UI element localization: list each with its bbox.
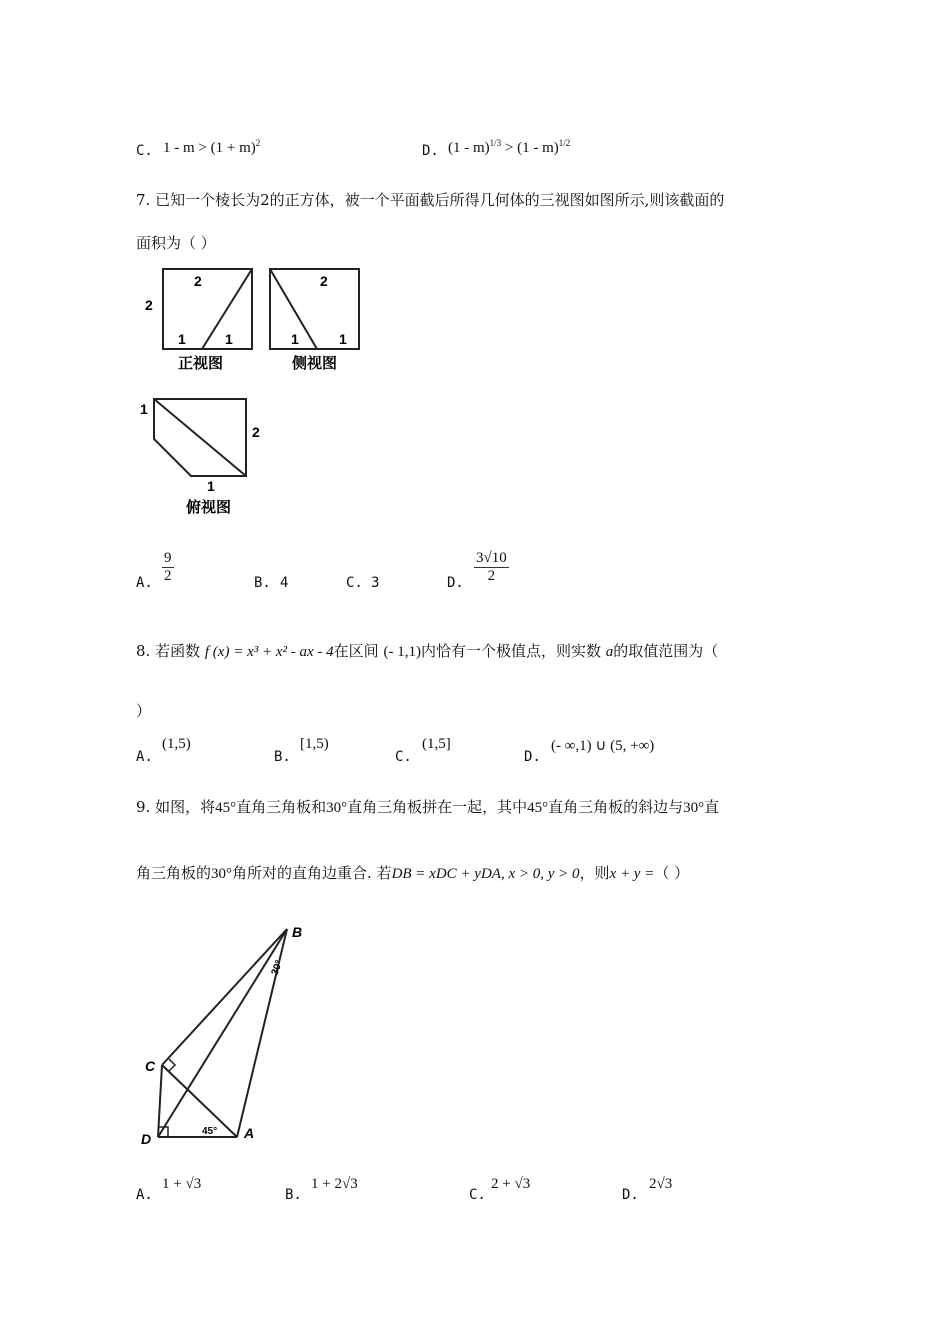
q7-option-d-label: D. (447, 575, 464, 591)
q9-stem-line1 (136, 796, 719, 817)
q9-option-c-value: 2 + √3 (491, 1176, 531, 1192)
q9-l2-d: （ ） (654, 864, 690, 882)
q8-mid-text: 在区间 (333, 642, 379, 660)
front-view-bottom-left-label: 1 (178, 331, 186, 347)
q9-option-b-label: B. (285, 1187, 302, 1203)
q9-option-d-label: D. (622, 1187, 639, 1203)
q8-variable: a (605, 644, 614, 660)
q7-option-a-fraction: $\frac{9}{2}$ (164, 550, 172, 584)
q9-l1-d: 直角三角板的斜边与 (548, 798, 684, 816)
q9-deg45-2: 45° (527, 800, 549, 816)
q9-deg30-2: 30° (683, 800, 705, 816)
side-view-top-label: 2 (320, 273, 328, 289)
q9-l2-a: 角三角板的 (136, 864, 212, 882)
q7-stem-line2: 面积为（ ） (136, 234, 216, 252)
label-D: D (141, 1131, 152, 1147)
q8-suffix2: 的取值范围为（ (613, 642, 719, 660)
q8-option-b-value: [1,5) (300, 736, 329, 752)
label-C: C (145, 1058, 156, 1074)
q8-prefix: 8. 若函数 (136, 642, 201, 660)
q9-option-a-label: A. (136, 1187, 153, 1203)
q8-option-c-label: C. (395, 749, 412, 765)
q9-deg45: 45° (215, 800, 237, 816)
angle-30-label: 30° (269, 958, 286, 977)
q9-stem-line2 (136, 862, 689, 883)
q9-l1-c: 直角三角板拼在一起，其中 (347, 798, 528, 816)
q8-function: f (x) = x³ + x² - ax - 4 (204, 644, 334, 660)
top-view-right-label: 2 (252, 424, 260, 440)
q8-option-a-label: A. (136, 749, 153, 765)
q8-stem-line2: ） (136, 702, 152, 720)
q9-option-a-value: 1 + √3 (162, 1176, 202, 1192)
q7-option-b-label: B. (254, 575, 271, 591)
q7-option-d-fraction: $\frac{3√10}{2}$ (476, 550, 507, 584)
q8-stem-line1 (136, 640, 718, 661)
q8-option-b-label: B. (274, 749, 291, 765)
angle-45-label: 45° (202, 1126, 218, 1137)
q7-stem-line1: 7. 已知一个棱长为2的正方体，被一个平面截后所得几何体的三视图如图所示,则该截面的 (136, 191, 725, 209)
q9-l2-b: 角所对的直角边重合. 若 (232, 864, 392, 882)
q6-option-c-math: $1 - m > (1 + m)^2$ (163, 138, 261, 156)
q9-l2-c: ，则 (579, 864, 610, 882)
front-view-bottom-right-label: 1 (225, 331, 233, 347)
q9-option-d-value: 2√3 (649, 1176, 673, 1192)
q8-option-d-value: (- ∞,1) ∪ (5, +∞) (551, 738, 655, 754)
q9-vector-equation: DB = xDC + yDA, x > 0, y > 0 (391, 866, 580, 882)
q8-suffix: 内恰有一个极值点，则实数 (420, 642, 601, 660)
top-view (154, 399, 246, 476)
q9-l1-e: 直 (704, 798, 720, 816)
top-view-caption: 俯视图 (186, 499, 232, 516)
top-view-bottom-label: 1 (207, 478, 215, 494)
side-view-caption: 侧视图 (292, 355, 338, 372)
q9-l1-a: 9. 如图，将 (136, 798, 216, 816)
top-view-left-label: 1 (140, 401, 148, 417)
front-view-top-label: 2 (194, 273, 202, 289)
front-view (163, 269, 252, 349)
q9-deg30: 30° (326, 800, 348, 816)
q7-option-b-value: 4 (280, 575, 289, 591)
q9-l1-b: 直角三角板和 (236, 798, 327, 816)
q8-option-a-value: (1,5) (162, 736, 191, 752)
q6-option-c-label: C. (136, 143, 153, 159)
q9-sum-expression: x + y = (609, 866, 655, 882)
q8-interval: (- 1,1) (383, 644, 421, 660)
q8-option-d-label: D. (524, 749, 541, 765)
front-view-left-label: 2 (145, 297, 153, 313)
front-view-caption: 正视图 (178, 355, 224, 372)
q7-option-c-value: 3 (371, 575, 380, 591)
q7-option-a-label: A. (136, 575, 153, 591)
label-A: A (244, 1125, 255, 1141)
side-view-bottom-right-label: 1 (339, 331, 347, 347)
q9-option-c-label: C. (469, 1187, 486, 1203)
q9-option-b-value: 1 + 2√3 (311, 1176, 358, 1192)
q6-option-d-math: (1 - m)$^{1/3}$ > (1 - m)$^{1/2}$ (448, 138, 571, 156)
side-view-bottom-left-label: 1 (291, 331, 299, 347)
three-view-figure (140, 262, 380, 524)
q6-option-d-label: D. (422, 143, 439, 159)
q7-option-c-label: C. (346, 575, 363, 591)
q9-deg30-3: 30° (211, 866, 233, 882)
triangle-figure (135, 915, 325, 1150)
label-B: B (292, 924, 303, 940)
q8-option-c-value: (1,5] (422, 736, 451, 752)
triangle-lines (158, 929, 287, 1137)
